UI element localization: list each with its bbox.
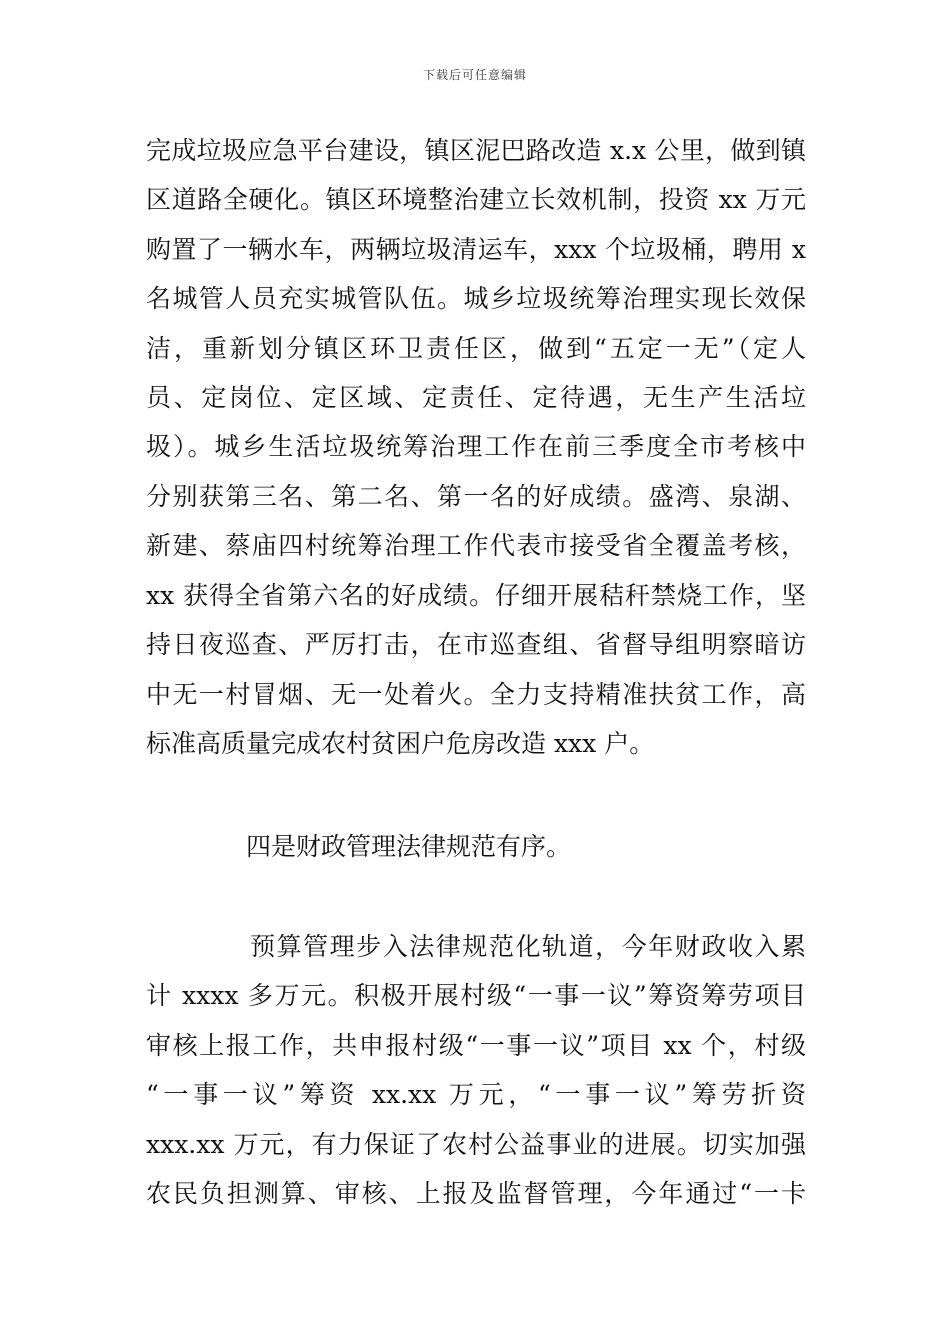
text-line: 审核上报工作，共申报村级“一事一议”项目 xx 个，村级	[146, 1031, 806, 1060]
text-line: 购置了一辆水车，两辆垃圾清运车，xxx 个垃圾桶，聘用 x	[146, 235, 806, 264]
text-line: “一事一议”筹资 xx.xx 万元，“一事一议”筹劳折资	[146, 1080, 806, 1109]
text-line: 计 xxxx 多万元。积极开展村级“一事一议”筹资筹劳项目	[146, 981, 806, 1010]
page-header: 下载后可任意编辑	[422, 68, 527, 82]
text-line: 员、定岗位、定区域、定责任、定待遇，无生产生活垃	[146, 383, 806, 412]
text-line: 农民负担测算、审核、上报及监督管理，今年通过“一卡	[146, 1179, 806, 1208]
text-line: 完成垃圾应急平台建设，镇区泥巴路改造 x.x 公里，做到镇	[146, 136, 806, 165]
text-line: 预算管理步入法律规范化轨道，今年财政收入累	[250, 932, 806, 961]
text-line: 中无一村冒烟、无一处着火。全力支持精准扶贫工作，高	[146, 680, 806, 709]
section-heading: 四是财政管理法律规范有序。	[246, 832, 572, 861]
text-line: xxx.xx 万元，有力保证了农村公益事业的进展。切实加强	[146, 1130, 806, 1159]
text-line: 持日夜巡查、严厉打击，在市巡查组、省督导组明察暗访	[146, 630, 806, 659]
text-line: 区道路全硬化。镇区环境整治建立长效机制，投资 xx 万元	[146, 185, 806, 214]
text-line: 新建、蔡庙四村统筹治理工作代表市接受省全覆盖考核，	[146, 531, 806, 560]
text-line: 名城管人员充实城管队伍。城乡垃圾统筹治理实现长效保	[146, 284, 806, 313]
text-line: 标准高质量完成农村贫困户危房改造 xxx 户。	[146, 729, 655, 758]
text-line: 圾）。城乡生活垃圾统筹治理工作在前三季度全市考核中	[146, 432, 806, 461]
text-line: 分别获第三名、第二名、第一名的好成绩。盛湾、泉湖、	[146, 482, 806, 511]
text-line: 洁，重新划分镇区环卫责任区，做到“五定一无”（定人	[146, 334, 806, 363]
text-line: xx 获得全省第六名的好成绩。仔细开展秸秆禁烧工作，坚	[146, 581, 806, 610]
